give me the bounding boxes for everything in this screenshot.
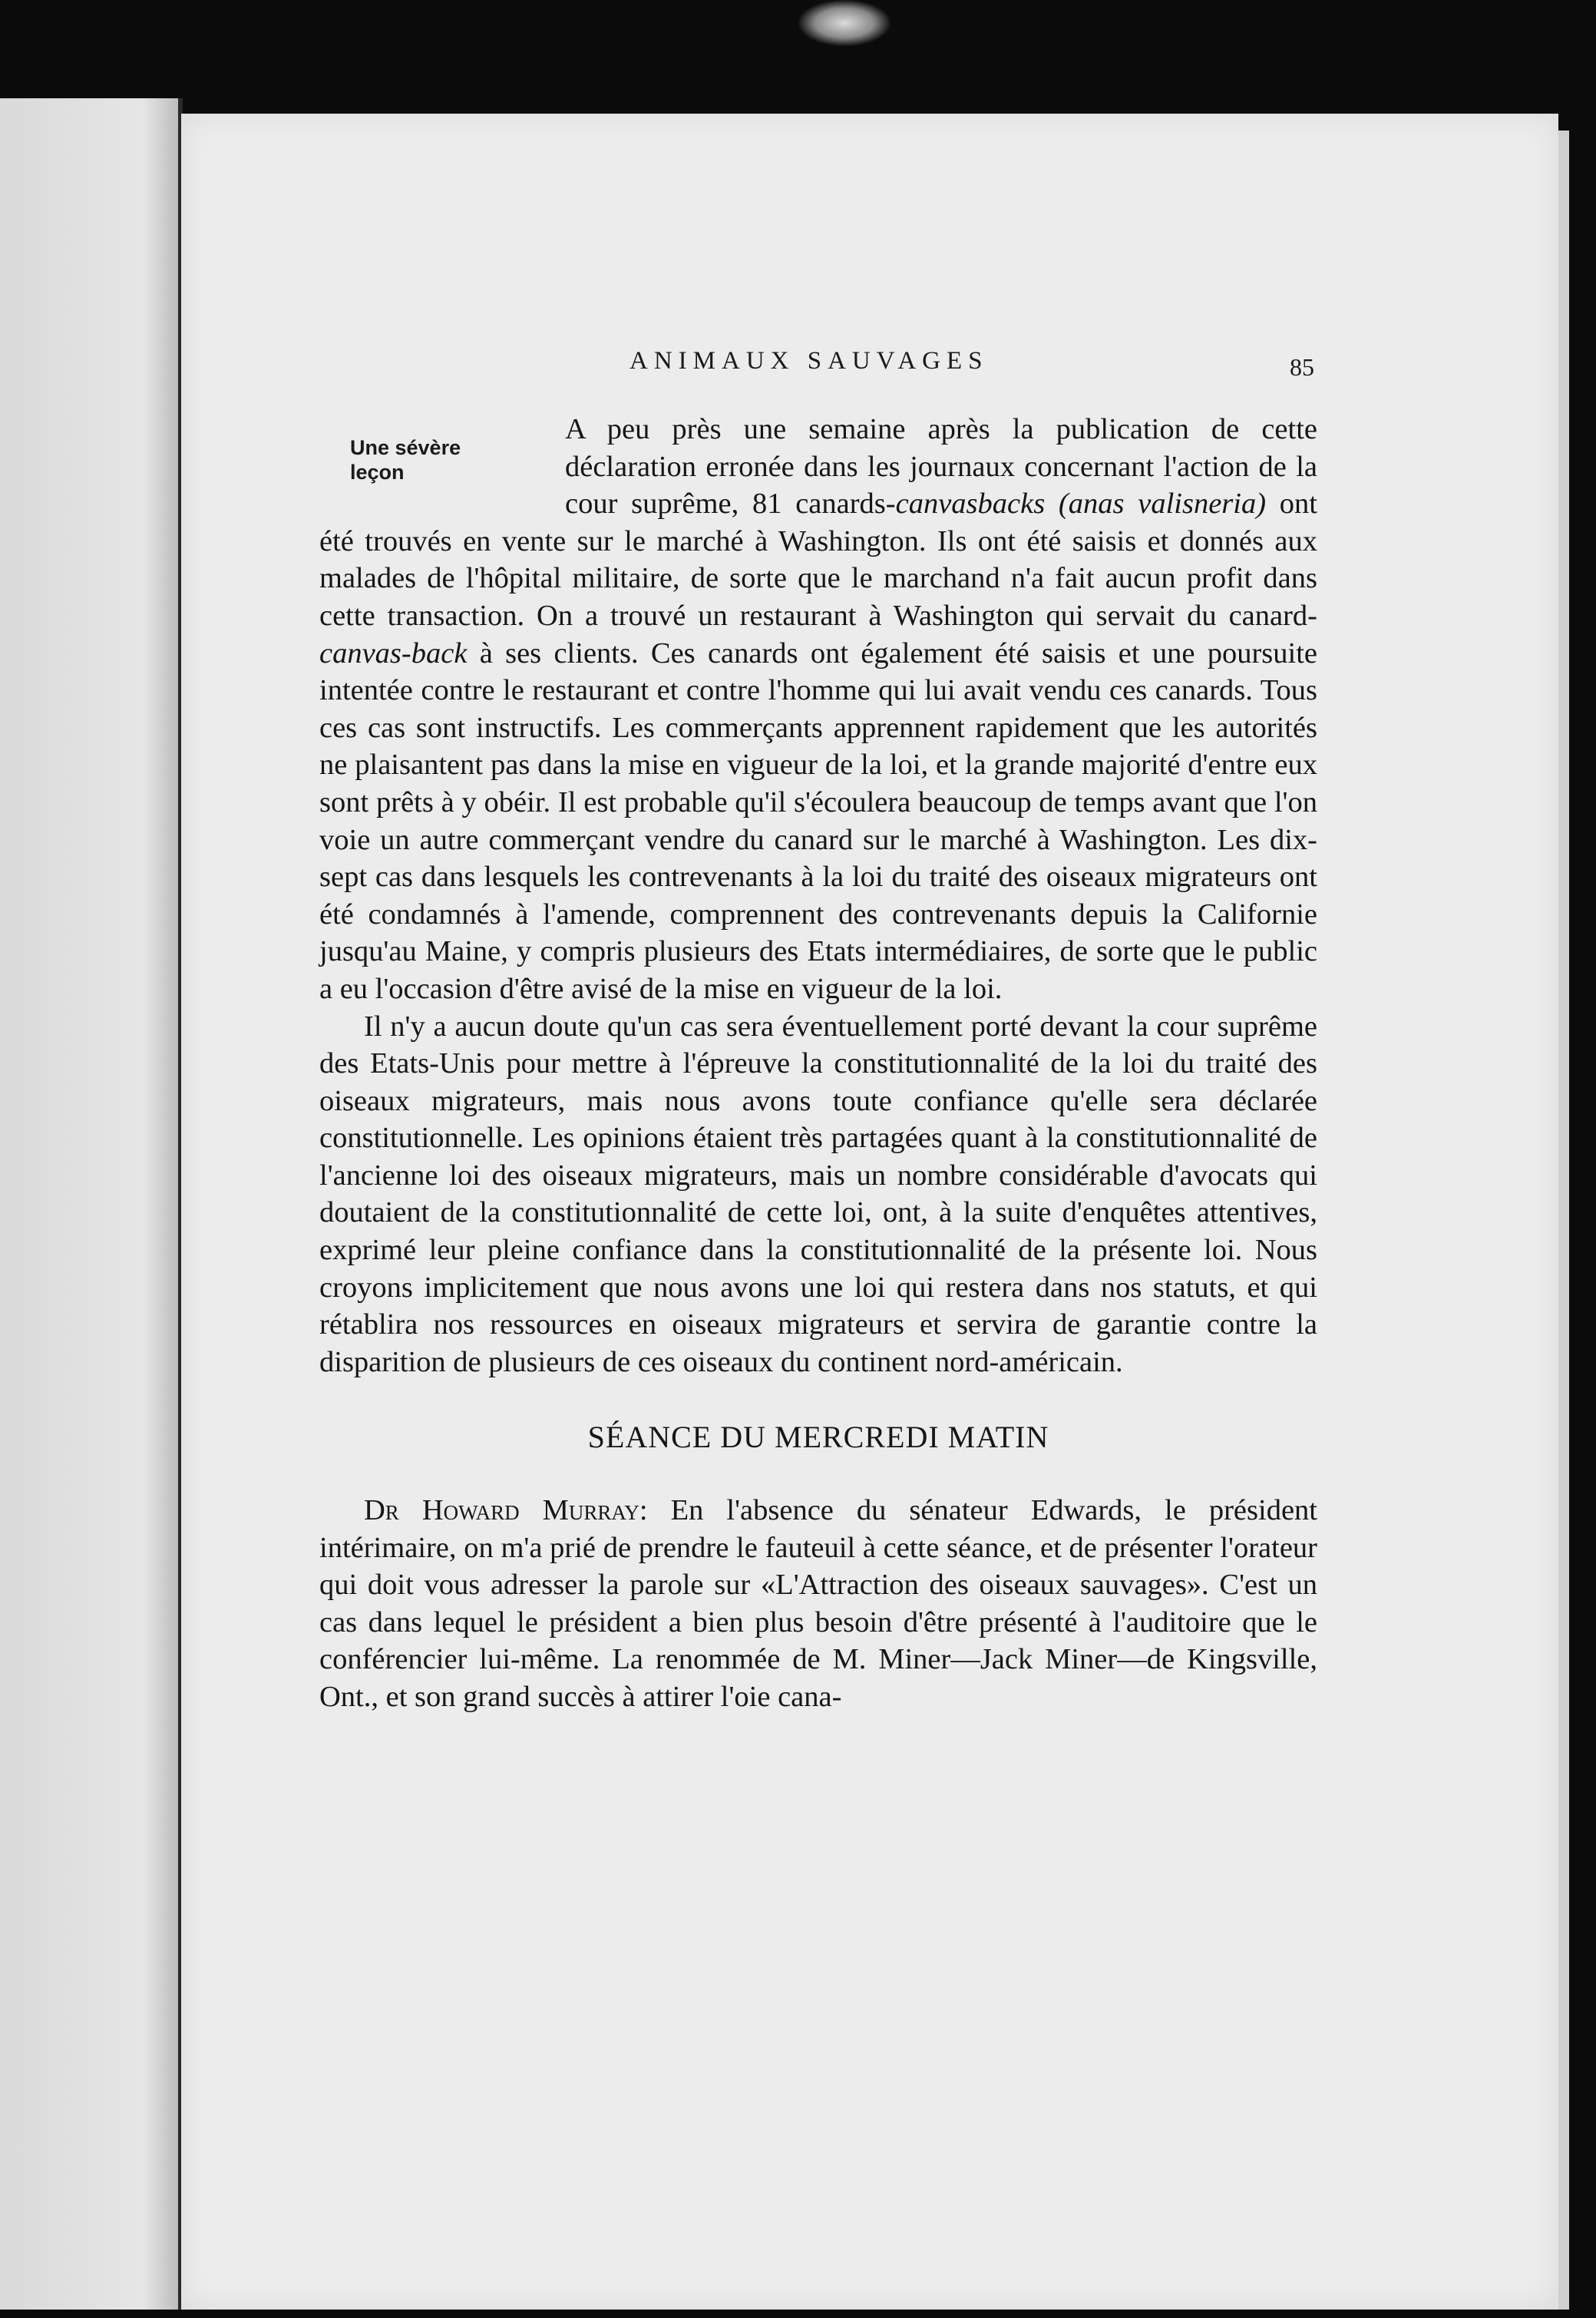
facing-page-edge bbox=[0, 98, 183, 2310]
paragraph-1-text-c: à ses clients. Ces canards ont également été saisis et une poursuite intentée contre le restaurant et contre l'homme qui lui avait vendu ces canards. Tous ces cas sont instructifs. Les commerçants apprennent rapidement que les autorités ne plaisantent pas dans la mise en vigueur de la loi, et la grande majorité d'entre eux sont prêts à y obéir. Il est probable qu'il s'écoulera beaucoup de temps avant que l'on voie un autre commerçant vendre du canard sur le marché à Washington. Les dix-sept cas dans lesquels les contrevenants à la loi du traité des oiseaux migrateurs ont été condamnés à l'amende, comprennent des contrevenants depuis la Californie jusqu'au Maine, y compris plusieurs des Etats intermédiaires, de sorte que le public a eu l'occasion d'être avisé de la mise en vigueur de la loi. bbox=[319, 637, 1317, 1005]
margin-note: Une sévère leçon bbox=[350, 436, 461, 484]
section-heading: SÉANCE DU MERCREDI MATIN bbox=[587, 1420, 1049, 1455]
page-right-edge bbox=[1558, 131, 1569, 2310]
margin-note-space bbox=[319, 411, 565, 521]
paragraph-1-italic-b: canvas-back bbox=[319, 637, 468, 670]
running-head: ANIMAUX SAUVAGES bbox=[629, 347, 989, 375]
paragraph-2: Il n'y a aucun doute qu'un cas sera éventuellement porté devant la cour suprême des Etats-Unis pour mettre à l'épreuve la constitutionnalité de la loi du traité des oiseaux migrateurs, mais nous avons toute confiance qu'elle sera déclarée constitutionnelle. Les opinions étaient très partagées quant à la constitutionnalité de l'ancienne loi des oiseaux migrateurs, mais un nombre considérable d'avocats qui doutaient de la constitutionnalité de cette loi, ont, à la suite d'enquêtes attentives, exprimé leur pleine confiance dans la constitutionnalité de la présente loi. Nous croyons implicitement que nous avons une loi qui restera dans nos statuts, et qui rétablira nos ressources en oiseaux migrateurs et servira de garantie contre la disparition de plusieurs de ces oiseaux du continent nord-américain. bbox=[319, 1010, 1317, 1378]
paragraph-3-text: : En l'absence du sénateur Edwards, le président intérimaire, on m'a prié de prendre le fauteuil à cette séance, et de présenter l'orateur qui doit vous adresser la parole sur «L'Attraction des oiseaux sauvages». C'est un cas dans lequel le président a bien plus besoin d'être présenté à l'auditoire que le conférencier lui-même. La renommée de M. Miner—Jack Miner—de Kingsville, Ont., et son grand succès à attirer l'oie cana- bbox=[319, 1494, 1317, 1713]
scan-smudge bbox=[798, 0, 891, 46]
body-text bbox=[319, 411, 1317, 1716]
paragraph-1 bbox=[319, 411, 1317, 1008]
speaker-name: Dr Howard Murray bbox=[364, 1494, 639, 1527]
paragraph-1-italic-a: canvasbacks (anas valisneria) bbox=[895, 488, 1267, 521]
paragraph-1-text-b: ont été trouvés en vente sur le marché à Washington. Ils ont été saisis et donnés aux malades de l'hôpital militaire, de sorte que le marchand n'a fait aucun profit dans cette transaction. On a trouvé un restaurant à Washington qui servait du canard- bbox=[319, 488, 1317, 632]
paragraph-3 bbox=[319, 1492, 1317, 1716]
paragraph-1-text-a: A peu près une semaine après la publication de cette déclaration erronée dans les journaux concernant l'action de la cour suprême, 81 canards- bbox=[565, 413, 1317, 521]
page-number: 85 bbox=[1290, 353, 1314, 381]
